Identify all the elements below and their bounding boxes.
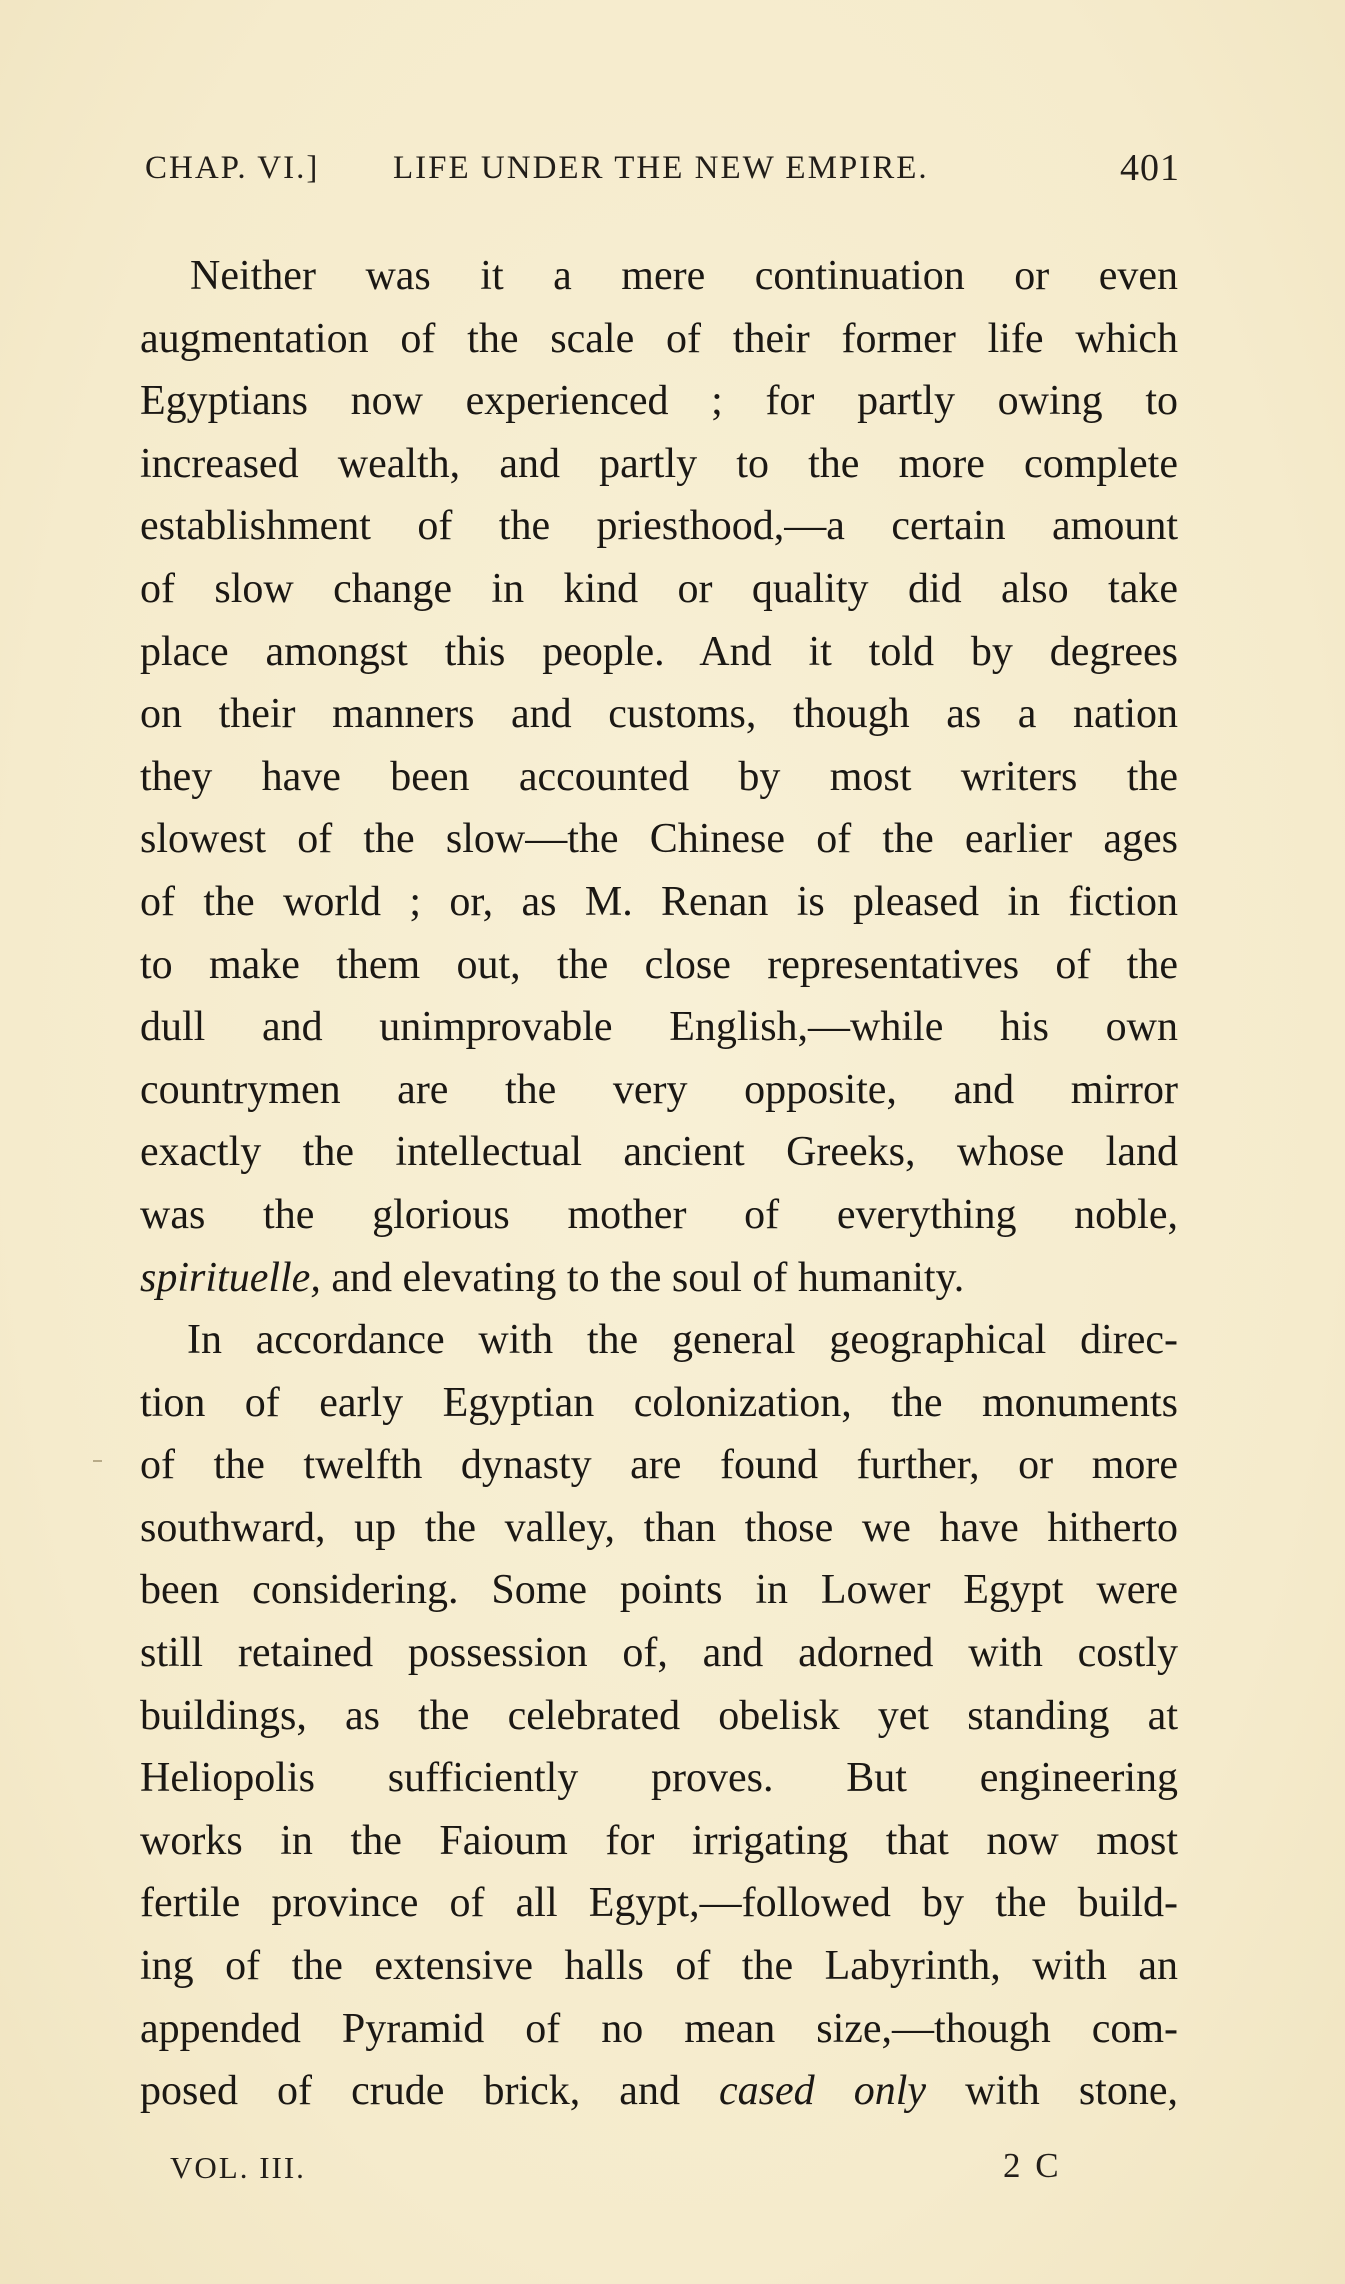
page-number: 401 — [1120, 147, 1180, 189]
text-line: on their manners and customs, though as a nation — [140, 691, 1178, 738]
text-line: fertile province of all Egypt,—followed by the build- — [140, 1880, 1178, 1927]
body-text — [140, 245, 1178, 2123]
text-line: augmentation of the scale of their former life which — [140, 315, 1178, 362]
text-line: still retained possession of, and adorned with costly — [140, 1630, 1178, 1677]
text-line: slowest of the slow—the Chinese of the earlier ages — [140, 816, 1178, 863]
text-line — [140, 2060, 1178, 2123]
margin-mark — [93, 1460, 102, 1462]
text-line: ing of the extensive halls of the Labyrinth, with an — [140, 1943, 1178, 1990]
text-line: exactly the intellectual ancient Greeks, whose land — [140, 1129, 1178, 1176]
text-line: dull and unimprovable English,—while his own — [140, 1004, 1178, 1051]
text-line: place amongst this people. And it told by degrees — [140, 628, 1178, 675]
text-line: establishment of the priesthood,—a certain amount — [140, 503, 1178, 550]
italic-phrase: cased only — [719, 2068, 927, 2115]
text-line: they have been accounted by most writers the — [140, 753, 1178, 800]
text-line: countrymen are the very opposite, and mirror — [140, 1066, 1178, 1113]
text-line: to make them out, the close representatives of the — [140, 941, 1178, 988]
text-line: In accordance with the general geographical direc- — [187, 1317, 1178, 1364]
text-line: Heliopolis sufficiently proves. But engineering — [140, 1755, 1178, 1802]
text-line: appended Pyramid of no mean size,—though com- — [140, 2005, 1178, 2052]
text-line: of slow change in kind or quality did also take — [140, 565, 1178, 612]
text-span: posed of crude brick, and — [140, 2068, 720, 2115]
text-line: buildings, as the celebrated obelisk yet standing at — [140, 1692, 1178, 1739]
running-title: LIFE UNDER THE NEW EMPIRE. — [393, 150, 929, 186]
text-line: was the glorious mother of everything noble, — [140, 1191, 1178, 1238]
text-line: of the twelfth dynasty are found further, or more — [140, 1442, 1178, 1489]
text-line: Neither was it a mere continuation or even — [190, 253, 1178, 299]
text-line: tion of early Egyptian colonization, the monuments — [140, 1379, 1178, 1426]
chapter-label: CHAP. VI.] — [145, 150, 320, 186]
text-line: of the world ; or, as M. Renan is pleased in fiction — [140, 878, 1178, 925]
text-span: and elevating to the soul of humanity. — [320, 1254, 965, 1301]
volume-label: VOL. III. — [170, 2150, 306, 2185]
text-line: been considering. Some points in Lower Egypt were — [140, 1567, 1178, 1614]
text-line: Egyptians now experienced ; for partly owing to — [140, 378, 1178, 425]
signature-mark: 2 C — [1003, 2146, 1062, 2185]
text-line: works in the Faioum for irrigating that now most — [140, 1817, 1178, 1864]
text-span: with stone, — [926, 2068, 1178, 2115]
text-line — [140, 1247, 1178, 1310]
italic-word: spirituelle, — [140, 1254, 321, 1301]
page-footer — [170, 2146, 1070, 2194]
text-line: increased wealth, and partly to the more complete — [140, 440, 1178, 487]
text-line: southward, up the valley, than those we have hitherto — [140, 1504, 1178, 1551]
running-header — [145, 147, 1180, 198]
